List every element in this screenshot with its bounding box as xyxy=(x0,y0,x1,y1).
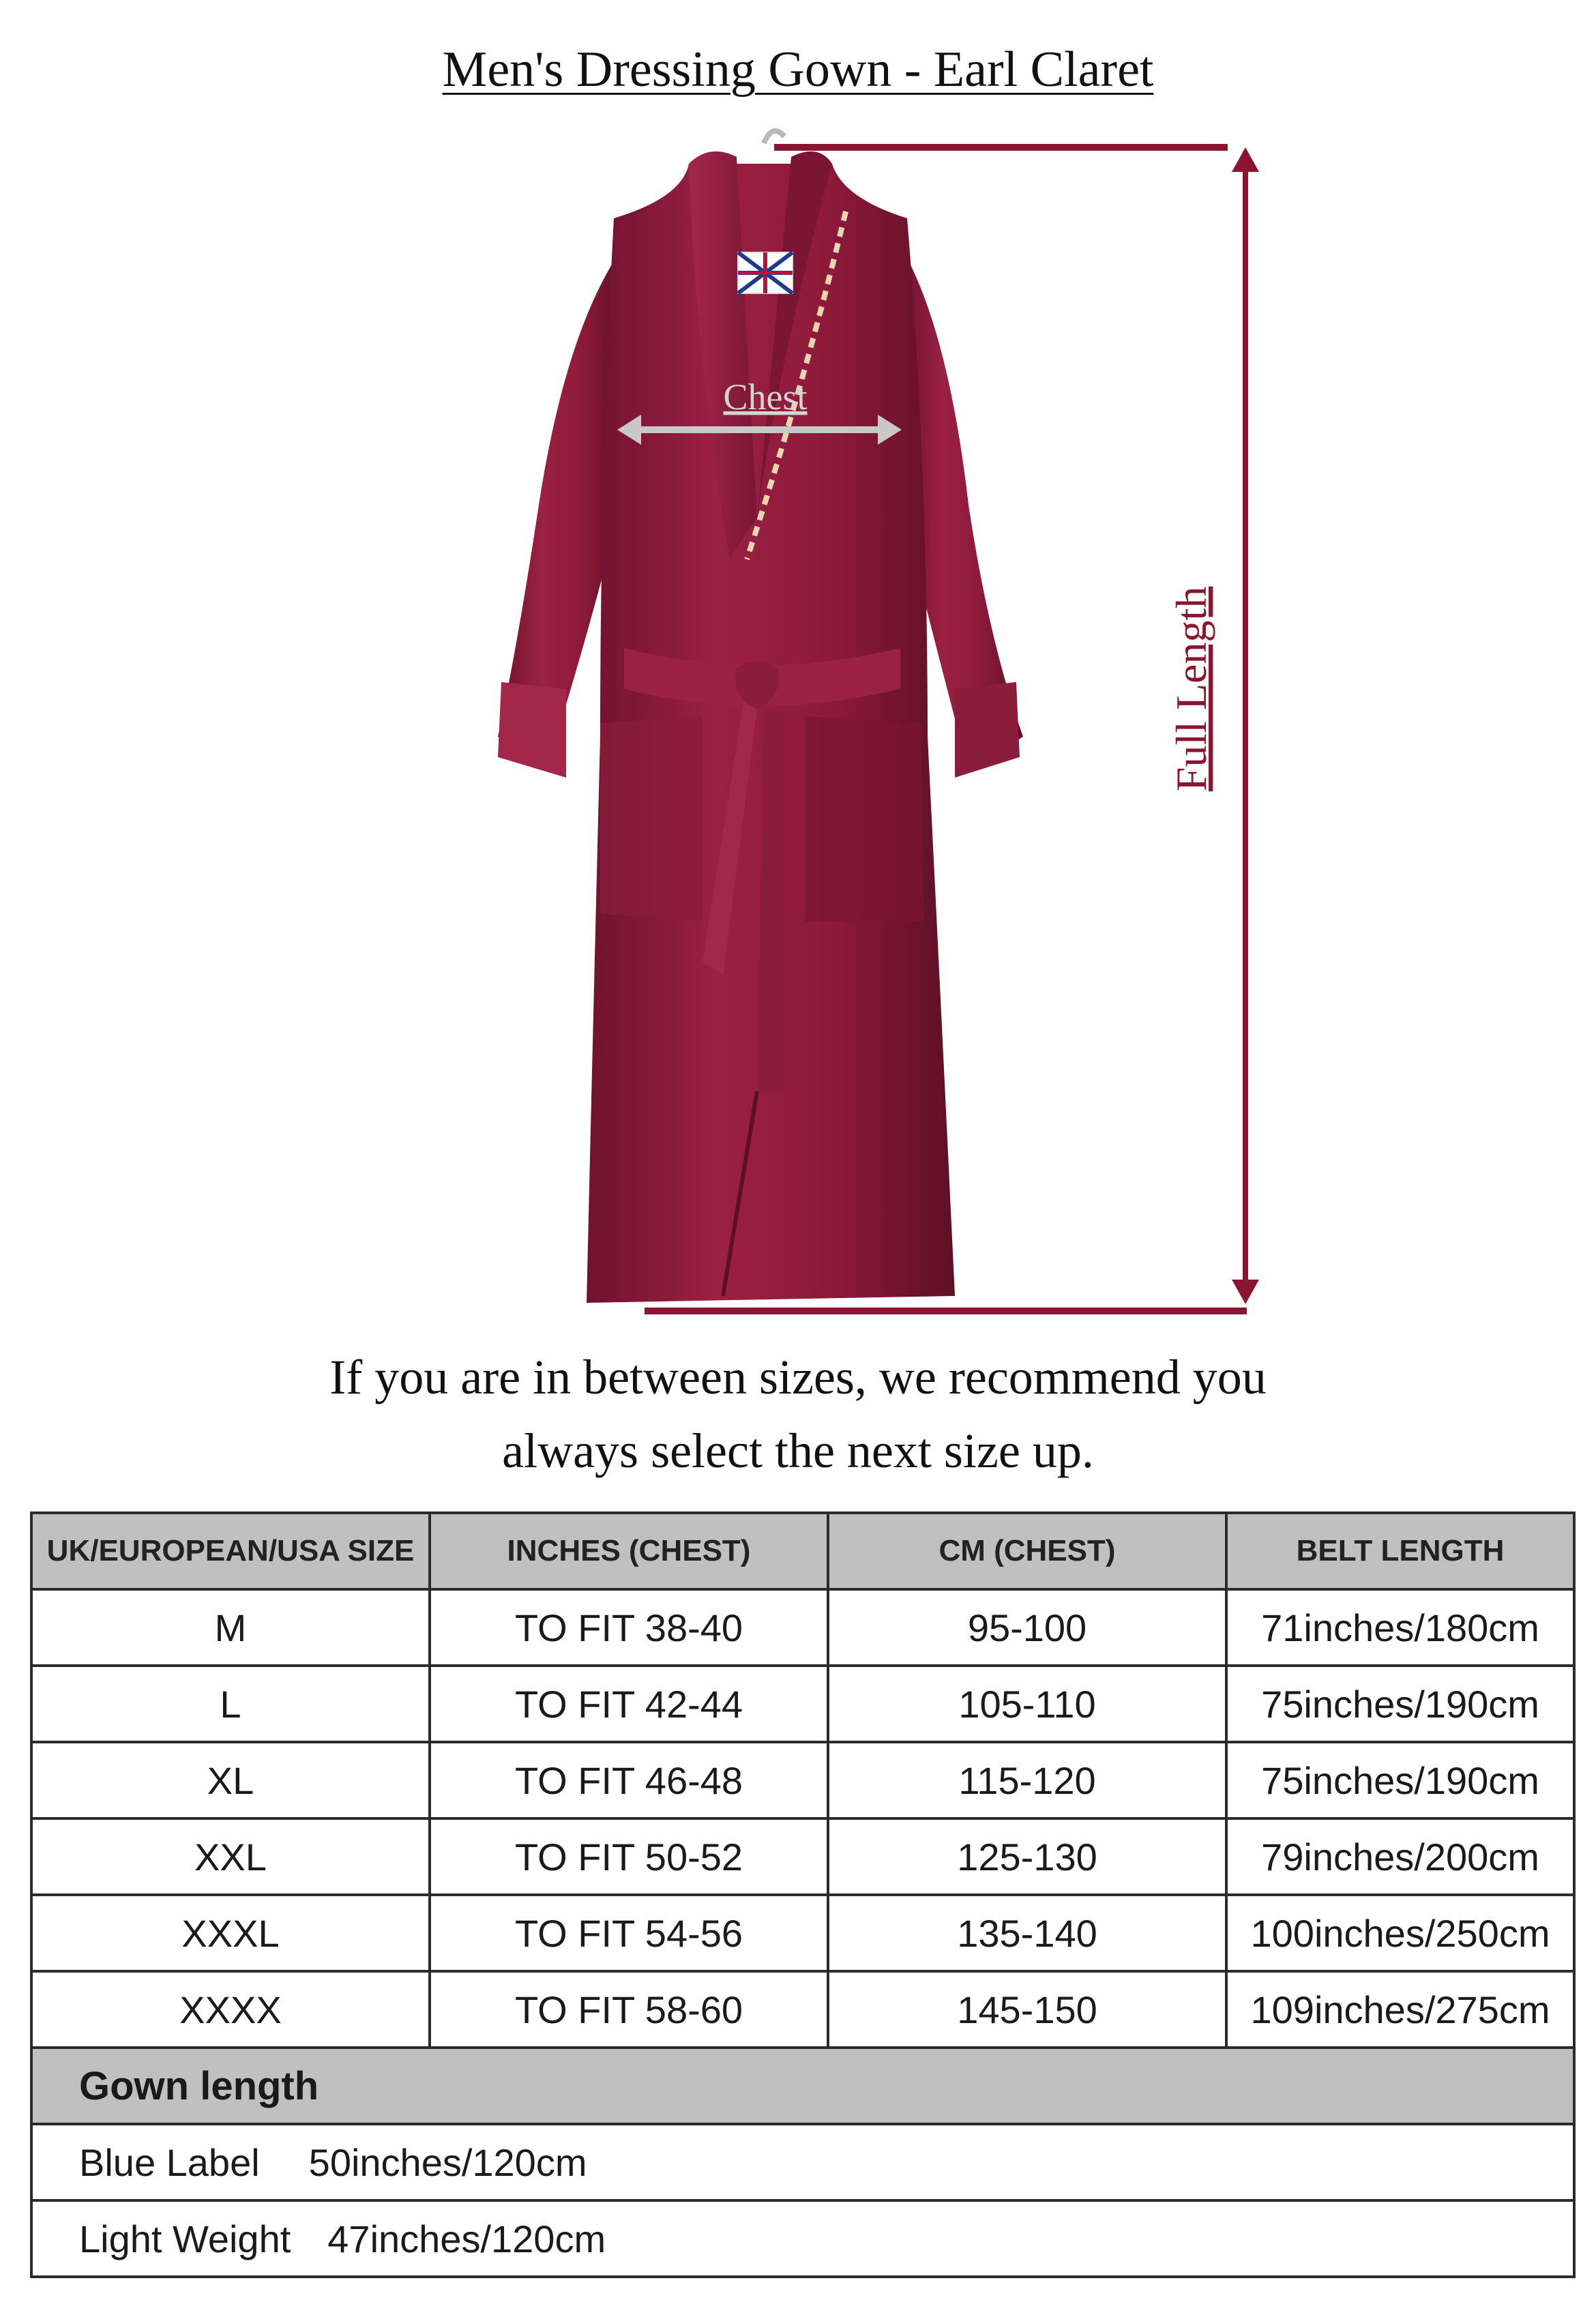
cell-belt: 79inches/200cm xyxy=(1226,1818,1574,1895)
cell-inches: TO FIT 50-52 xyxy=(430,1818,828,1895)
header-size: UK/EUROPEAN/USA SIZE xyxy=(31,1513,430,1589)
header-belt-length: BELT LENGTH xyxy=(1226,1513,1574,1589)
cell-belt: 109inches/275cm xyxy=(1226,1971,1574,2048)
page-title: Men's Dressing Gown - Earl Claret xyxy=(442,42,1154,98)
cell-size: XL xyxy=(31,1742,430,1818)
chest-label: Chest xyxy=(723,377,808,417)
cell-size: XXL xyxy=(31,1818,430,1895)
size-chart-table xyxy=(30,1512,1576,2278)
cell-size: XXXX xyxy=(31,1971,430,2048)
cell-size: L xyxy=(31,1666,430,1742)
cell-inches: TO FIT 54-56 xyxy=(430,1895,828,1971)
gown-length-cell xyxy=(31,2124,1574,2200)
full-length-label: Full Length xyxy=(1167,586,1215,792)
cell-inches: TO FIT 42-44 xyxy=(430,1666,828,1742)
gown-length-label: Light Weight xyxy=(79,2217,291,2260)
cell-size: M xyxy=(31,1589,430,1666)
gown-length-row xyxy=(31,2200,1574,2277)
gown-length-label: Blue Label xyxy=(79,2140,260,2184)
cell-cm: 115-120 xyxy=(828,1742,1226,1818)
header-inches: INCHES (CHEST) xyxy=(430,1513,828,1589)
gown-length-value: 47inches/120cm xyxy=(327,2217,606,2260)
cell-inches: TO FIT 38-40 xyxy=(430,1589,828,1666)
gown-length-cell xyxy=(31,2200,1574,2277)
recommendation-line-1: If you are in between sizes, we recommend you xyxy=(329,1350,1267,1404)
cell-belt: 75inches/190cm xyxy=(1226,1742,1574,1818)
table-row xyxy=(31,1971,1574,2048)
gown-length-header-row xyxy=(31,2048,1574,2124)
cell-inches: TO FIT 58-60 xyxy=(430,1971,828,2048)
table-header-row xyxy=(31,1513,1574,1589)
cell-belt: 75inches/190cm xyxy=(1226,1666,1574,1742)
cell-cm: 125-130 xyxy=(828,1818,1226,1895)
cell-size: XXXL xyxy=(31,1895,430,1971)
table-row xyxy=(31,1666,1574,1742)
table-row xyxy=(31,1895,1574,1971)
gown-length-heading: Gown length xyxy=(31,2048,1574,2124)
size-recommendation xyxy=(0,1340,1596,1488)
recommendation-line-2: always select the next size up. xyxy=(502,1424,1094,1478)
header-cm: CM (CHEST) xyxy=(828,1513,1226,1589)
cell-cm: 95-100 xyxy=(828,1589,1226,1666)
cell-belt: 71inches/180cm xyxy=(1226,1589,1574,1666)
cell-cm: 145-150 xyxy=(828,1971,1226,2048)
table-row xyxy=(31,1818,1574,1895)
table-row xyxy=(31,1589,1574,1666)
table-row xyxy=(31,1742,1574,1818)
hanger xyxy=(764,131,784,143)
cell-cm: 105-110 xyxy=(828,1666,1226,1742)
cell-cm: 135-140 xyxy=(828,1895,1226,1971)
dressing-gown-image xyxy=(498,151,1023,1303)
cell-belt: 100inches/250cm xyxy=(1226,1895,1574,1971)
cell-inches: TO FIT 46-48 xyxy=(430,1742,828,1818)
gown-illustration xyxy=(0,123,1596,1330)
gown-length-row xyxy=(31,2124,1574,2200)
gown-length-value: 50inches/120cm xyxy=(308,2140,587,2184)
